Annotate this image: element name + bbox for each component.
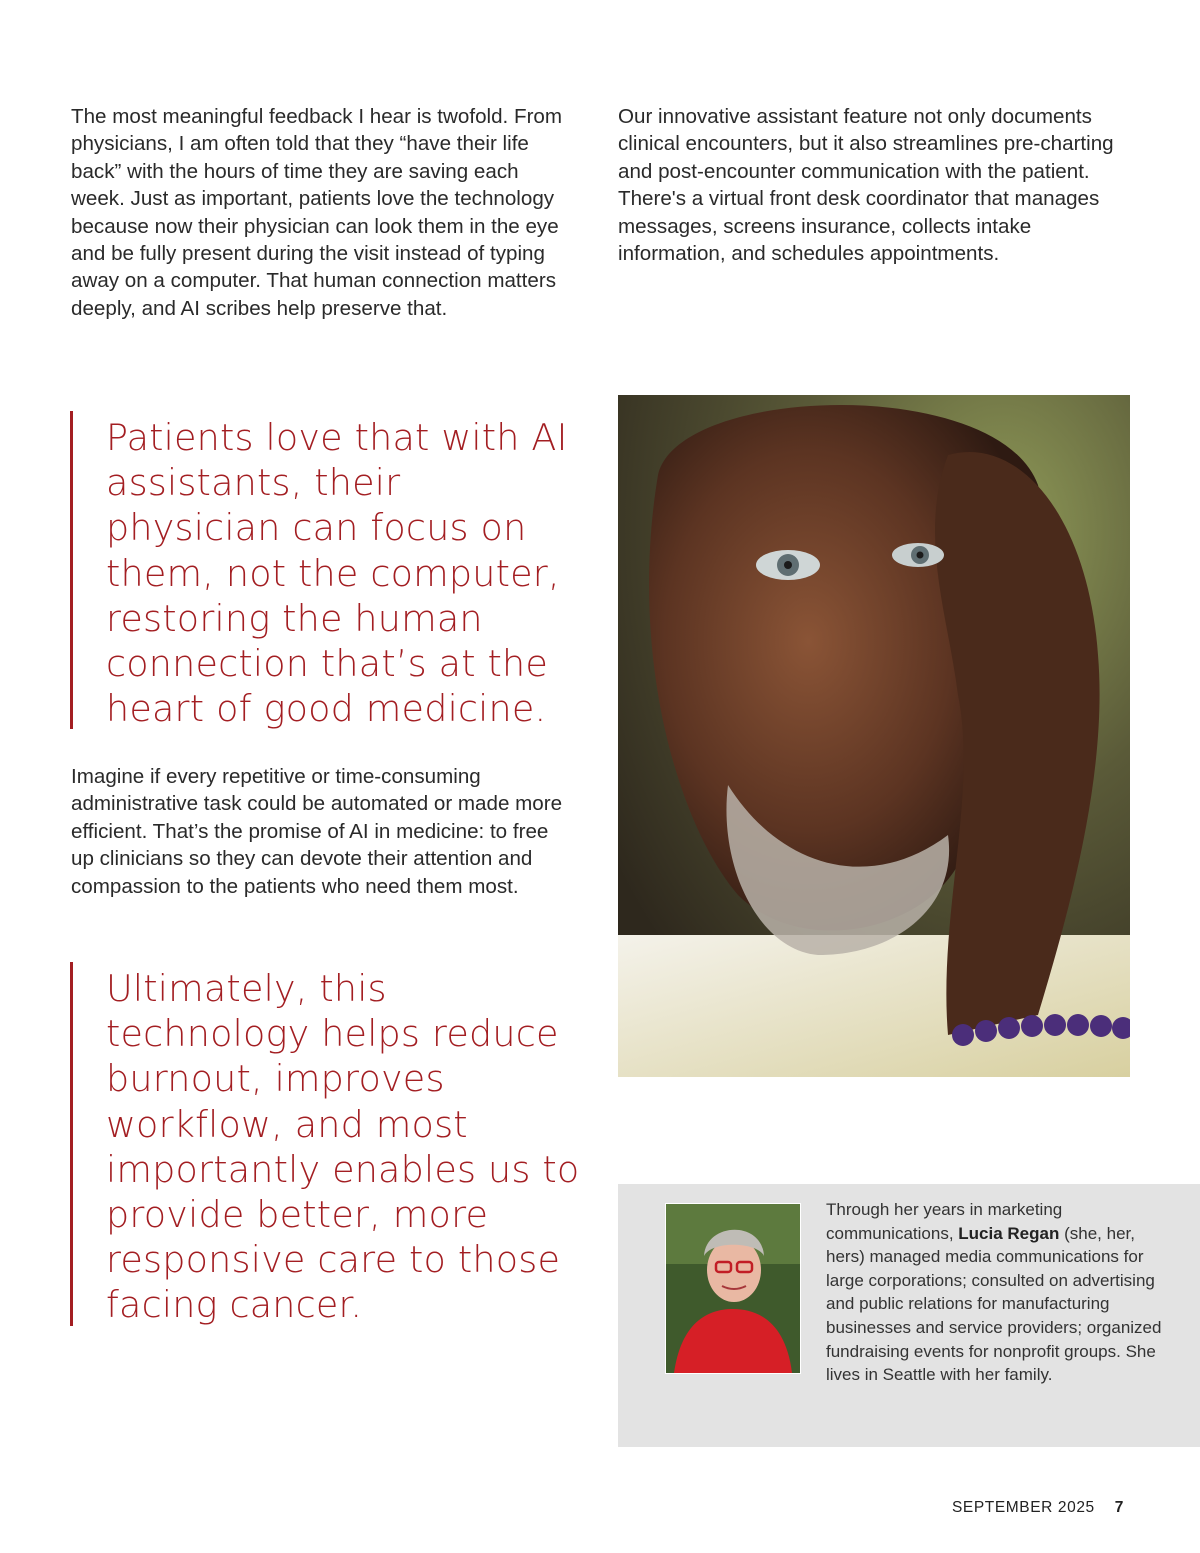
author-bio-text	[826, 1198, 1166, 1387]
page-footer	[952, 1499, 1124, 1517]
page-number: 7	[1114, 1499, 1124, 1516]
author-photo	[665, 1203, 801, 1374]
body-paragraph-assistant-feature: Our innovative assistant feature not only documents clinical encounters, but it also streamlines pre-charting and post-encounter communication with the patient. There's a virtual front desk coordinator that manages messages, screens insurance, collects intake information, and schedules appointments.	[618, 105, 1114, 266]
author-bio-box	[618, 1184, 1200, 1447]
author-illustration	[666, 1204, 800, 1373]
pull-quote-patients	[70, 411, 586, 729]
author-name: Lucia Regan	[958, 1223, 1060, 1243]
pull-quote-text: Ultimately, this technology helps reduce burnout, improves workflow, and most importantly enables us to provide better, more responsive care to those facing cancer.	[106, 967, 580, 1327]
pull-quote-ultimately	[70, 962, 586, 1326]
body-paragraph-feedback: The most meaningful feedback I hear is twofold. From physicians, I am often told that they “have their life back” with the hours of time they are saving each week. Just as important, patients love the technology because now their physician can look them in the eye and be fully present during the visit instead of typing away on a computer. That human connection matters deeply, and AI scribes help preserve that.	[71, 105, 563, 320]
issue-date: SEPTEMBER 2025	[951, 1499, 1095, 1516]
patient-portrait-photo	[618, 395, 1130, 1077]
bio-text-details: (she, her, hers) managed media communications for large corporations; consulted on advertising and public relations for manufacturing businesses and service providers; organized fundraising events for nonprofit groups. She lives in Seattle with her family.	[826, 1223, 1162, 1385]
body-paragraph-imagine: Imagine if every repetitive or time-consuming administrative task could be automated or made more efficient. That’s the promise of AI in medicine: to free up clinicians so they can devote their attention and compassion to the patients who need them most.	[71, 765, 563, 898]
bio-text-intro: Through her years in marketing communications,	[826, 1200, 1063, 1243]
pull-quote-text: Patients love that with AI assistants, their physician can focus on them, not the computer, restoring the human connection that’s at the heart of good medicine.	[106, 416, 568, 731]
portrait-illustration	[618, 395, 1130, 1077]
